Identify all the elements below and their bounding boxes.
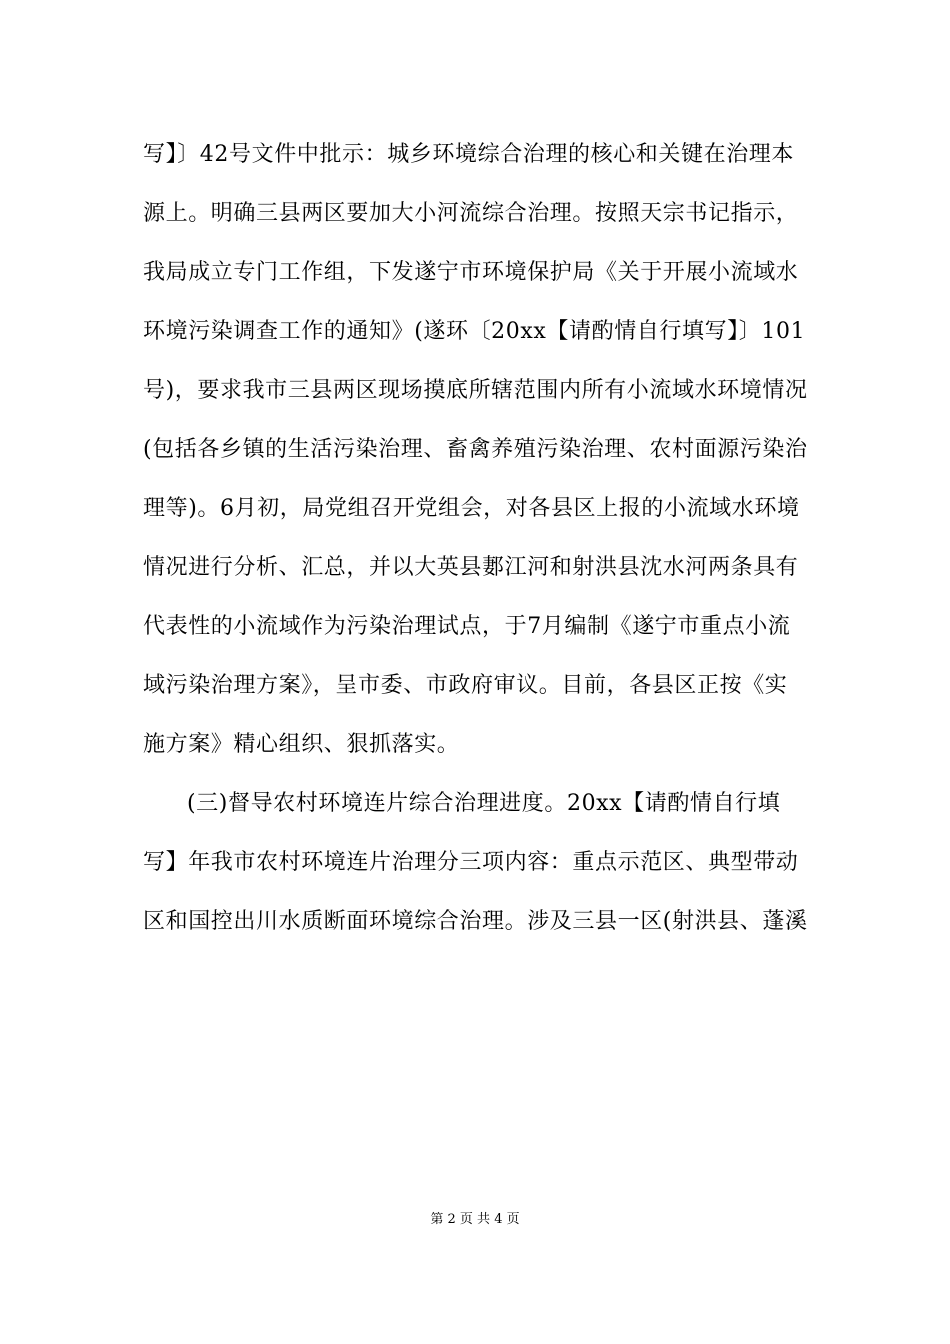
text-line: 情况进行分析、汇总，并以大英县郪江河和射洪县沈水河两条具有 (143, 555, 799, 580)
section-heading-line: (三)督导农村环境连片综合治理进度。20xx【请酌情自行填 (187, 791, 781, 816)
text-line: 写】年我市农村环境连片治理分三项内容：重点示范区、典型带动 (143, 850, 799, 875)
text-line: 代表性的小流域作为污染治理试点，于7月编制《遂宁市重点小流 (143, 614, 791, 639)
text-line: 域污染治理方案》，呈市委、市政府审议。目前，各县区正按《实 (143, 673, 788, 698)
text-line: 区和国控出川水质断面环境综合治理。涉及三县一区(射洪县、蓬溪 (143, 909, 808, 934)
text-line: 号)，要求我市三县两区现场摸底所辖范围内所有小流域水环境情况 (143, 378, 808, 403)
body-text (143, 132, 813, 958)
text-line: 写】〕42号文件中批示：城乡环境综合治理的核心和关键在治理本 (143, 142, 794, 167)
text-line: 我局成立专门工作组，下发遂宁市环境保护局《关于开展小流域水 (143, 260, 799, 285)
text-line: 环境污染调查工作的通知》(遂环〔20xx【请酌情自行填写】〕101 (143, 319, 806, 344)
text-line: 施方案》精心组织、狠抓落实。 (143, 732, 460, 757)
text-line: 理等)。6月初，局党组召开党组会，对各县区上报的小流域水环境 (143, 496, 800, 521)
text-line: 源上。明确三县两区要加大小河流综合治理。按照天宗书记指示， (143, 201, 799, 226)
text-line: (包括各乡镇的生活污染治理、畜禽养殖污染治理、农村面源污染治 (143, 437, 808, 462)
page-number-footer: 第 2 页 共 4 页 (430, 1212, 520, 1227)
